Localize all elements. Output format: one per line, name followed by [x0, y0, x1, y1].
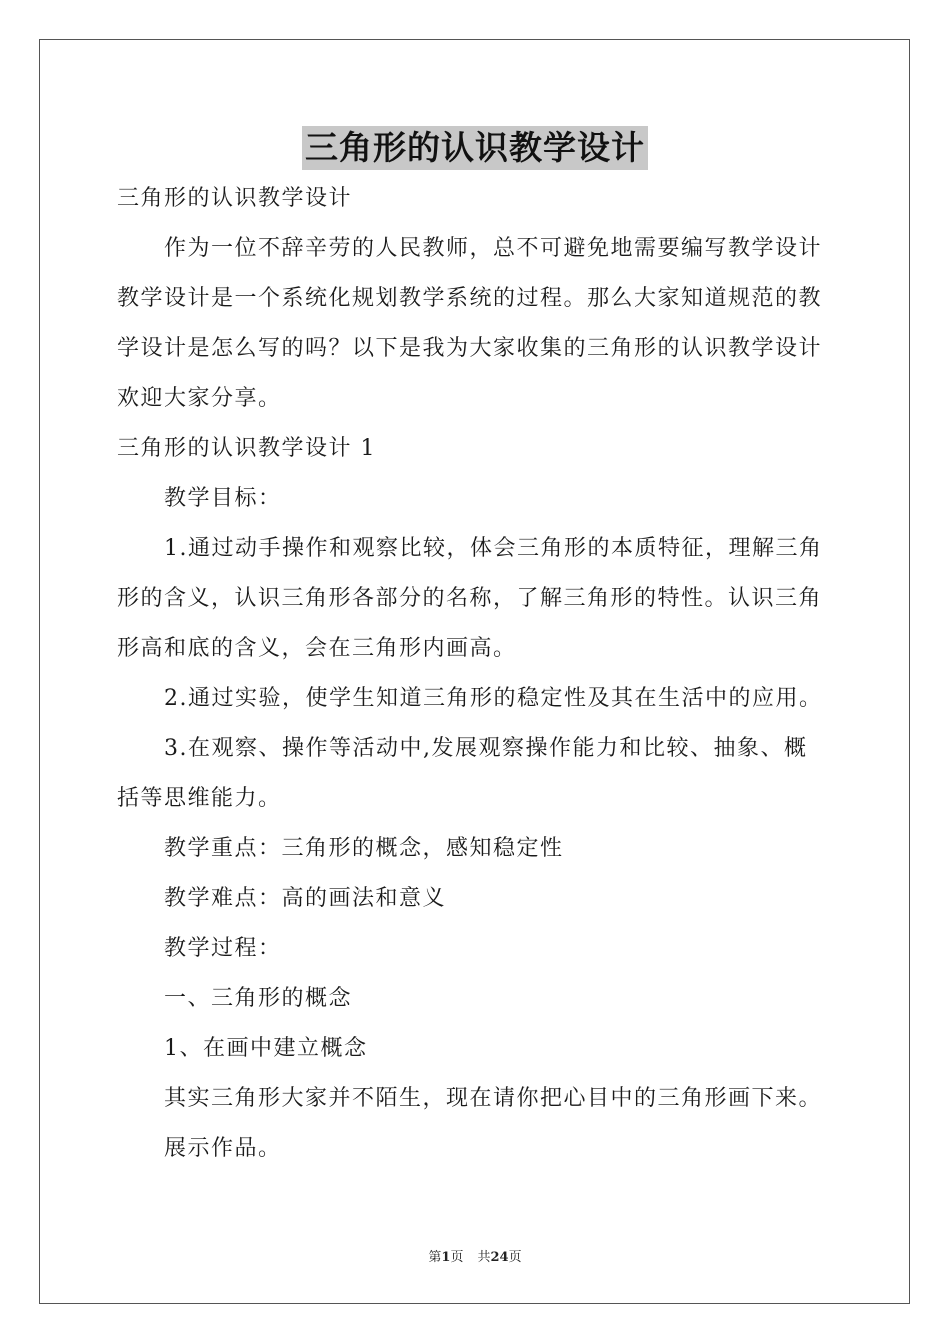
text-line: 教学目标：: [164, 486, 282, 511]
document-title: 三角形的认识教学设计: [302, 126, 648, 170]
text-line: 三角形的认识教学设计: [117, 186, 353, 211]
page-current: 1: [441, 1250, 451, 1265]
text-line: 2.通过实验，使学生知道三角形的稳定性及其在生活中的应用。: [164, 686, 823, 711]
text-line: 3.在观察、操作等活动中,发展观察操作能力和比较、抽象、概: [164, 736, 808, 761]
total-suffix: 页: [508, 1250, 522, 1265]
text-line: 其实三角形大家并不陌生，现在请你把心目中的三角形画下来。: [164, 1086, 823, 1111]
text-line: 括等思维能力。: [117, 786, 282, 811]
page-suffix: 页: [450, 1250, 464, 1265]
text-line: 教学重点：三角形的概念，感知稳定性: [164, 836, 564, 861]
text-line: 教学设计是一个系统化规划教学系统的过程。那么大家知道规范的教: [117, 286, 823, 311]
text-line: 教学过程：: [164, 936, 282, 961]
document-body: [117, 174, 837, 1174]
page-footer: [0, 1246, 950, 1265]
text-line: 欢迎大家分享。: [117, 386, 282, 411]
text-line: 教学难点：高的画法和意义: [164, 886, 447, 911]
text-line: 学设计是怎么写的吗？以下是我为大家收集的三角形的认识教学设计: [117, 336, 823, 361]
page-prefix: 第: [428, 1250, 442, 1265]
page-total: 24: [490, 1250, 509, 1265]
text-line: 作为一位不辞辛劳的人民教师，总不可避免地需要编写教学设计: [164, 236, 823, 261]
total-prefix: 共: [477, 1250, 491, 1265]
title-container: [0, 126, 950, 170]
text-line: 形高和底的含义，会在三角形内画高。: [117, 636, 517, 661]
text-line: 三角形的认识教学设计 1: [117, 436, 376, 461]
text-line: 1.通过动手操作和观察比较，体会三角形的本质特征，理解三角: [164, 536, 823, 561]
text-line: 展示作品。: [164, 1136, 282, 1161]
text-line: 1、在画中建立概念: [164, 1036, 368, 1061]
text-line: 形的含义，认识三角形各部分的名称，了解三角形的特性。认识三角: [117, 586, 823, 611]
text-line: 一、三角形的概念: [164, 986, 353, 1011]
